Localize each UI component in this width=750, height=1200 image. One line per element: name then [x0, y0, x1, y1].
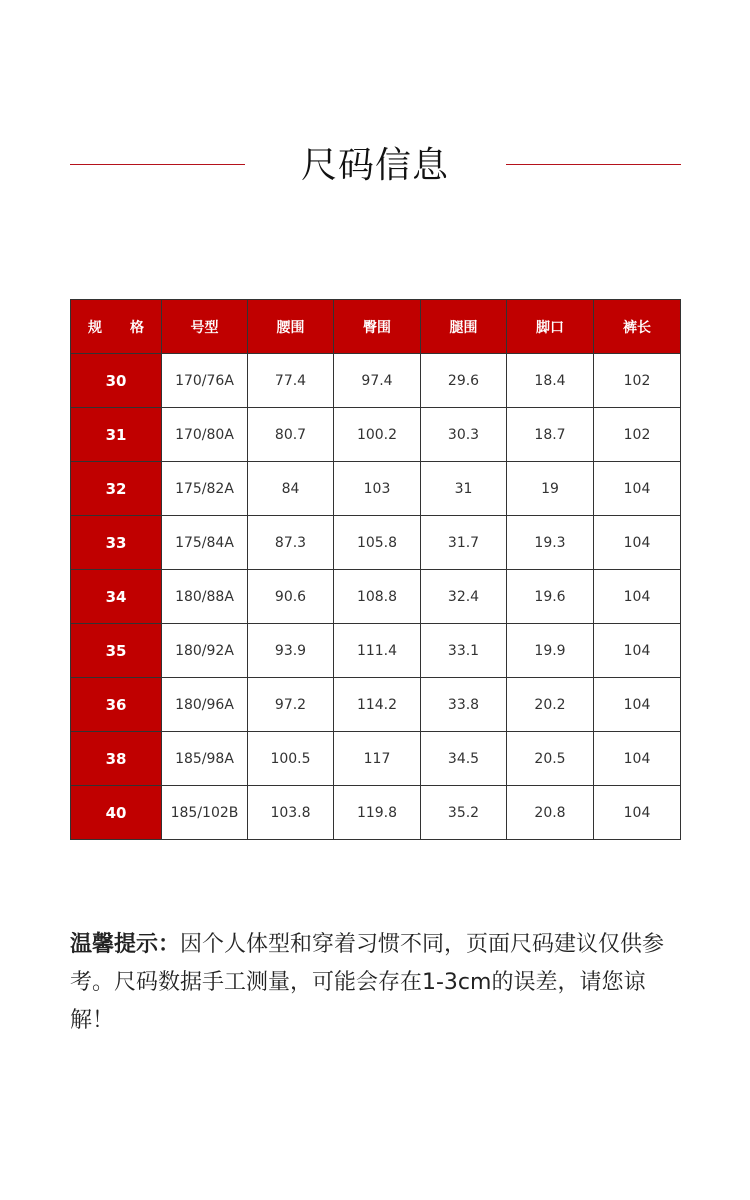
- table-cell: 100.5: [248, 732, 334, 786]
- table-cell: 20.5: [507, 732, 594, 786]
- table-cell: 104: [594, 570, 681, 624]
- table-header-row: [71, 300, 681, 354]
- table-cell: 170/80A: [162, 408, 248, 462]
- table-row: [71, 678, 681, 732]
- column-header: 腰围: [248, 300, 334, 354]
- table-cell: 20.8: [507, 786, 594, 840]
- table-cell: 29.6: [421, 354, 507, 408]
- table-cell: 87.3: [248, 516, 334, 570]
- table-cell: 102: [594, 408, 681, 462]
- size-cell: 40: [71, 786, 162, 840]
- page-title: 尺码信息: [300, 145, 449, 186]
- size-cell: 35: [71, 624, 162, 678]
- table-cell: 180/96A: [162, 678, 248, 732]
- size-table: [70, 299, 681, 840]
- table-cell: 180/88A: [162, 570, 248, 624]
- table-cell: 105.8: [334, 516, 421, 570]
- table-cell: 80.7: [248, 408, 334, 462]
- table-cell: 104: [594, 624, 681, 678]
- table-cell: 104: [594, 462, 681, 516]
- table-cell: 117: [334, 732, 421, 786]
- table-cell: 31.7: [421, 516, 507, 570]
- table-cell: 33.1: [421, 624, 507, 678]
- table-cell: 185/98A: [162, 732, 248, 786]
- table-cell: 97.2: [248, 678, 334, 732]
- table-cell: 103: [334, 462, 421, 516]
- size-cell: 30: [71, 354, 162, 408]
- notice-text: 因个人体型和穿着习惯不同，页面尺码建议仅供参考。尺码数据手工测量，可能会存在1-3cm的误差，请您谅解！: [70, 932, 665, 1033]
- table-row: [71, 732, 681, 786]
- table-row: [71, 462, 681, 516]
- table-cell: 33.8: [421, 678, 507, 732]
- table-cell: 175/84A: [162, 516, 248, 570]
- table-cell: 100.2: [334, 408, 421, 462]
- table-cell: 30.3: [421, 408, 507, 462]
- size-cell: 36: [71, 678, 162, 732]
- table-cell: 90.6: [248, 570, 334, 624]
- table-cell: 19.3: [507, 516, 594, 570]
- table-cell: 103.8: [248, 786, 334, 840]
- table-row: [71, 516, 681, 570]
- table-cell: 19.9: [507, 624, 594, 678]
- table-cell: 18.4: [507, 354, 594, 408]
- table-cell: 19: [507, 462, 594, 516]
- size-cell: 34: [71, 570, 162, 624]
- notice-label: 温馨提示：: [70, 932, 181, 957]
- table-cell: 180/92A: [162, 624, 248, 678]
- table-cell: 104: [594, 732, 681, 786]
- table-cell: 84: [248, 462, 334, 516]
- table-cell: 175/82A: [162, 462, 248, 516]
- title-divider-left: [70, 164, 245, 165]
- table-cell: 31: [421, 462, 507, 516]
- table-cell: 119.8: [334, 786, 421, 840]
- table-cell: 19.6: [507, 570, 594, 624]
- table-cell: 170/76A: [162, 354, 248, 408]
- table-row: [71, 624, 681, 678]
- size-cell: 38: [71, 732, 162, 786]
- column-header: 号型: [162, 300, 248, 354]
- table-cell: 108.8: [334, 570, 421, 624]
- table-cell: 93.9: [248, 624, 334, 678]
- table-cell: 104: [594, 516, 681, 570]
- table-row: [71, 570, 681, 624]
- table-cell: 104: [594, 678, 681, 732]
- table-cell: 185/102B: [162, 786, 248, 840]
- column-header: 臀围: [334, 300, 421, 354]
- notice: [70, 926, 685, 1040]
- table-cell: 97.4: [334, 354, 421, 408]
- table-cell: 102: [594, 354, 681, 408]
- column-header: 裤长: [594, 300, 681, 354]
- table-cell: 20.2: [507, 678, 594, 732]
- table-cell: 111.4: [334, 624, 421, 678]
- size-cell: 32: [71, 462, 162, 516]
- size-cell: 31: [71, 408, 162, 462]
- column-header-spec: 规 格: [71, 300, 162, 354]
- table-cell: 18.7: [507, 408, 594, 462]
- table-cell: 34.5: [421, 732, 507, 786]
- table-row: [71, 408, 681, 462]
- table-cell: 114.2: [334, 678, 421, 732]
- column-header: 腿围: [421, 300, 507, 354]
- table-cell: 32.4: [421, 570, 507, 624]
- table-cell: 35.2: [421, 786, 507, 840]
- table-cell: 77.4: [248, 354, 334, 408]
- column-header: 脚口: [507, 300, 594, 354]
- table-row: [71, 354, 681, 408]
- table-row: [71, 786, 681, 840]
- size-cell: 33: [71, 516, 162, 570]
- table-cell: 104: [594, 786, 681, 840]
- title-divider-right: [506, 164, 681, 165]
